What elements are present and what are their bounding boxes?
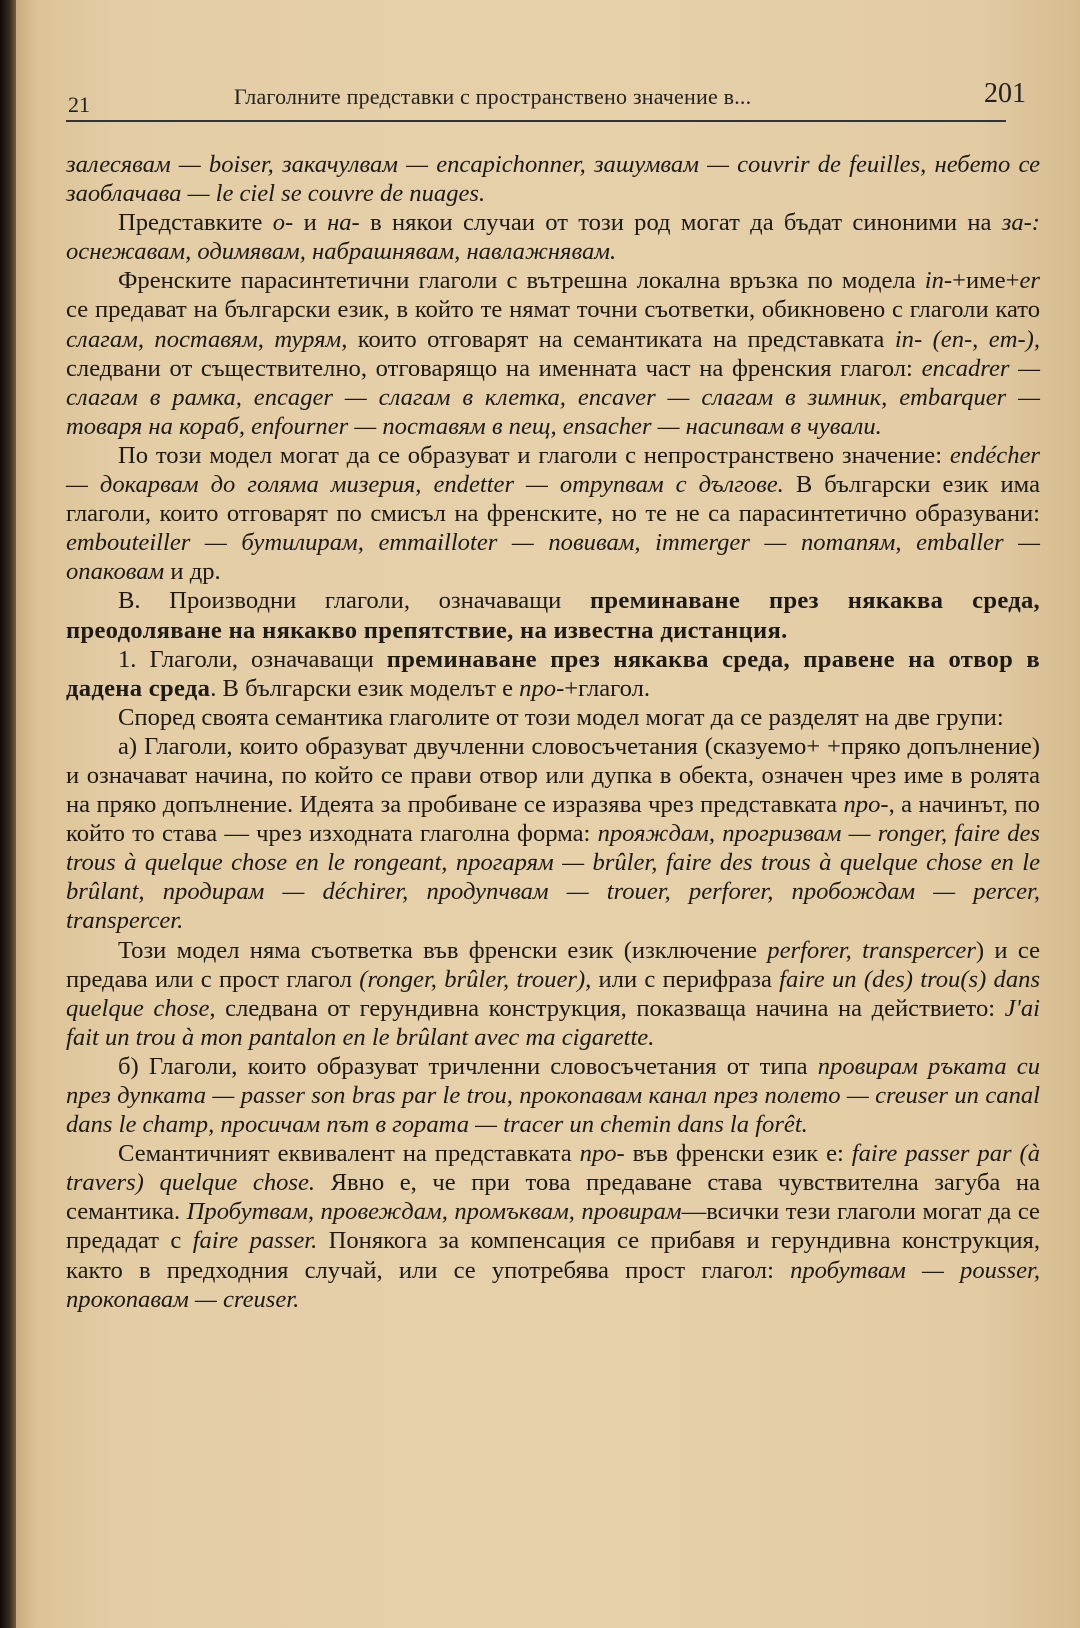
text-run: Според своята семантика глаголите от този модел могат да се разделят на две групи: <box>118 703 1004 731</box>
text-run: които отговарят на семантиката на представката <box>347 325 895 353</box>
prefix-term: про- <box>519 674 565 702</box>
text-run: +име+ <box>952 267 1020 295</box>
text-run: в някои случаи от този род могат да бъдат синоними на <box>359 209 1002 237</box>
body-text <box>66 150 1040 1314</box>
prefix-term: про- <box>843 791 889 819</box>
example-list: провирам ръката си през дупката — passer son bras par le trou, прокопавам канал през полето — creuser un canal dans le champ, просичам път в гората — tracer un chemin dans la forêt. <box>66 1052 1040 1139</box>
text-run: Семантичният еквивалент на представката <box>118 1140 580 1168</box>
text-run: и <box>293 209 328 237</box>
prefix-term: in- <box>924 267 953 295</box>
text-run: а) Глаголи, които образуват двучленни словосъчетания (сказуемо+ +пряко допълнение) и означават начина, по който се прави отвор или дупка в обекта, означен чрез име в ролята на пряко допълнение. Идеята за пробиване се изразява чрез представката <box>66 732 1040 819</box>
text-run: Този модел няма съответка във френски език (изключение <box>118 936 768 964</box>
text-run: 1. Глаголи, означаващи <box>118 645 387 673</box>
example-list: залесявам — boiser, закачулвам — encapichonner, зашумвам — couvrir de feuilles, небето се заоблачава — le ciel se couvre de nuages. <box>66 151 1040 208</box>
paragraph-2 <box>66 208 1040 266</box>
paragraph-11 <box>66 1139 1040 1314</box>
text-run: следвана от герундивна конструкция, показваща начина на действието: <box>215 994 1005 1022</box>
example-list: embouteiller — бутилирам, emmailloter — повивам, immerger — потапям, emballer — опаковам <box>66 529 1040 586</box>
example-list: faire passer. <box>192 1227 318 1255</box>
text-run: се предават на български език, в който те нямат точни съответки, обикновено с глаголи като <box>66 296 1040 324</box>
text-run: б) Глаголи, които образуват тричленни словосъчетания от типа <box>118 1052 818 1080</box>
text-run: ) и се предава или с прост глагол <box>66 936 1040 993</box>
running-title: Глаголните представки с пространствено значение в... <box>234 84 752 109</box>
paragraph-9 <box>66 936 1040 1052</box>
paragraph-3 <box>66 266 1040 441</box>
example-list: Пробутвам, провеждам, промъквам, провирам <box>186 1198 682 1226</box>
text-run: следвани от съществително, отговарящо на именната част на френския глагол: <box>66 354 922 382</box>
example-list: endécher — докарвам до голяма мизерия, endetter — отрупвам с дългове. <box>66 441 1040 499</box>
paragraph-1 <box>66 150 1040 208</box>
example-list: (ronger, brûler, trouer), <box>359 965 592 993</box>
example-list: faire un (des) trou(s) dans quelque chose, <box>66 965 1041 1022</box>
paragraph-10 <box>66 1052 1040 1139</box>
text-run: Понякога за компенсация се прибавя и герундивна конструкция, както в предходния случай, или се употребява прост глагол: <box>66 1227 1040 1284</box>
bold-term: преминаване през някаква среда, правене на отвор в дадена среда <box>66 645 1041 702</box>
paragraph-5 <box>66 586 1040 644</box>
prefix-term: про- <box>579 1140 625 1168</box>
text-run: Френските парасинтетични глаголи с вътрешна локална връзка по модела <box>118 267 925 295</box>
text-run: —всички тези глаголи могат да се предадат с <box>66 1198 1040 1255</box>
prefix-term: о- <box>272 209 294 237</box>
header-rule <box>66 120 1006 122</box>
book-page <box>16 0 1080 1628</box>
bold-term: преминаване през някаква среда, преодоляване на някакво препятствие, на известна дистанция. <box>66 587 1040 644</box>
text-run: Представките <box>118 209 273 237</box>
text-run: , а начинът, по който то става — чрез изходната глаголна форма: <box>66 791 1040 848</box>
example-list: faire passer par (à travers) quelque chose. <box>66 1140 1040 1197</box>
page-number: 201 <box>984 78 1026 109</box>
paragraph-6 <box>66 645 1040 703</box>
example-list: пробутвам — pousser, прокопавам — creuser. <box>66 1256 1040 1313</box>
text-run: Явно е, че при това предаване става чувствителна загуба на семантика. <box>66 1169 1040 1226</box>
example-sentence: J'ai fait un trou à mon pantalon en le brûlant avec ma cigarette. <box>66 994 1040 1051</box>
text-run: . В български език моделът е <box>210 674 520 702</box>
example-list: encadrer — слагам в рамка, encager — слагам в клетка, encaver — слагам в зимник, embarquer — товаря на кораб, enfourner — поставям в пещ, ensacher — насипвам в чували. <box>66 354 1040 440</box>
text-run: във френски език е: <box>624 1140 852 1168</box>
text-run: В български език има глаголи, които отговарят по смисъл на френските, но те не са парасинтетично образувани: <box>66 471 1040 528</box>
text-run: и др. <box>164 558 221 586</box>
example-list: прояждам, прогризвам — ronger, faire des trous à quelque chose en le rongeant, прогарям — brûler, faire des trous à quelque chose en le brûlant, продирам — déchirer, продупчвам — trouer, perforer, пробождам — percer, transpercer. <box>66 820 1040 935</box>
text-run: +глагол. <box>564 674 651 702</box>
paragraph-7 <box>66 703 1040 732</box>
text-run: В. Производни глаголи, означаващи <box>118 587 590 615</box>
example-list: слагам, поставям, турям, <box>66 325 348 353</box>
section-number: 21 <box>68 92 90 117</box>
paragraph-8 <box>66 732 1040 936</box>
example-list: за-: оснежавам, одимявам, набрашнявам, навлажнявам. <box>66 209 1040 266</box>
example-list: perforer, transpercer <box>767 936 976 964</box>
text-run: или с перифраза <box>591 965 780 993</box>
text-run: По този модел могат да се образуват и глаголи с непространствено значение: <box>118 441 950 469</box>
book-spine-shadow <box>0 0 16 1628</box>
suffix-term: er <box>1019 267 1040 295</box>
prefix-term: in- (en-, em-), <box>894 325 1040 353</box>
page-header <box>66 78 1038 124</box>
paragraph-4 <box>66 441 1040 586</box>
prefix-term: на- <box>327 209 360 237</box>
